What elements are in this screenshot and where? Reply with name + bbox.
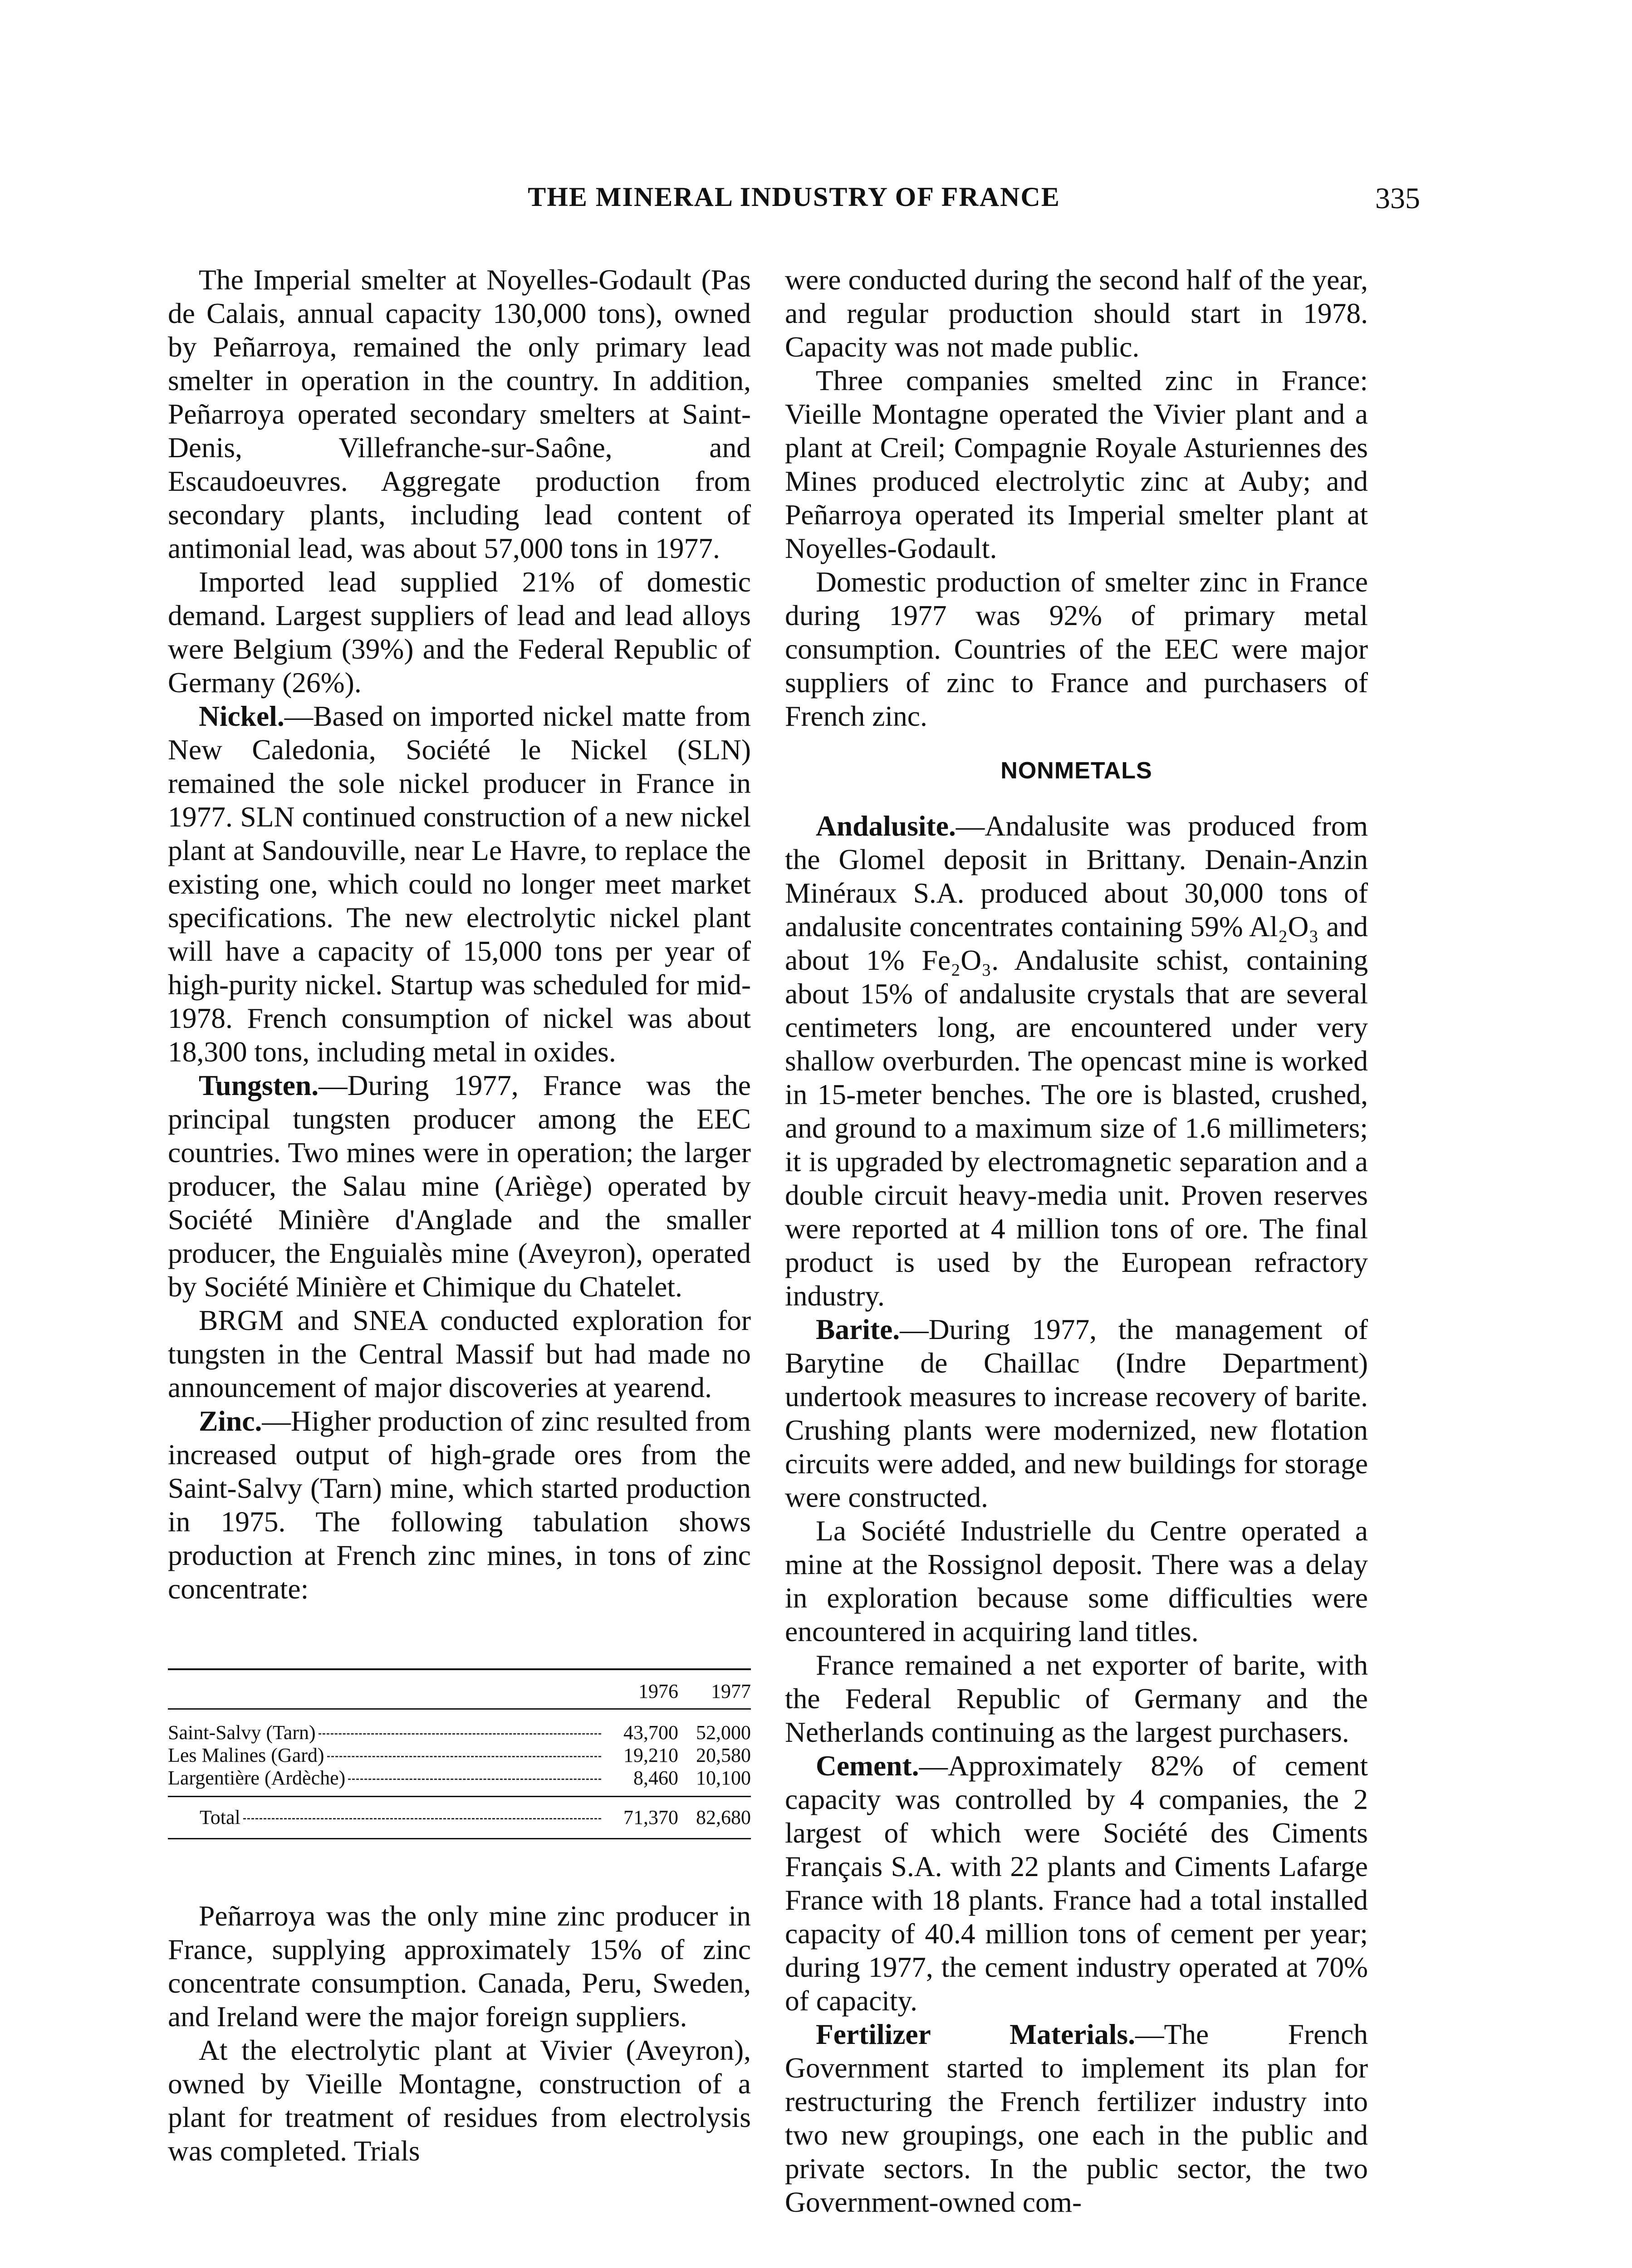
paragraph-zinc-smelters: Three companies smelted zinc in France: Vieille Montagne operated the Vivier plant and a plant at Creil; Compagnie Royale Asturiennes des Mines produced electrolytic zinc at Auby; and Peñarroya operated its Imperial smelter plant at Noyelles-Godault. xyxy=(785,364,1368,564)
paragraph-lead-smelters: The Imperial smelter at Noyelles-Godault (Pas de Calais, annual capacity 130,000 tons), owned by Peñarroya, remained the only primary lead smelter in operation in the country. In addition, Peñarroya operated secondary smelters at Saint-Denis, Villefranche-sur-Saône, and Escaudoeuvres. Aggregate production from secondary plants, including lead content of antimonial lead, was about 57,000 tons in 1977. xyxy=(168,264,751,564)
mine-name: Saint-Salvy (Tarn) xyxy=(168,1721,316,1744)
paragraph-fertilizer: Fertilizer Materials.—The French Government started to implement its plan for restructuring the French fertilizer industry into two new groupings, one each in the public and private sectors. In the public sector, the two Government-owned com- xyxy=(785,2018,1368,2218)
right-column xyxy=(785,263,1368,2219)
running-title: THE MINERAL INDUSTRY OF FRANCE xyxy=(528,182,1060,212)
year-header-1977: 1977 xyxy=(678,1669,751,1709)
lead-in-andalusite: Andalusite. xyxy=(816,810,956,842)
total-label: Total xyxy=(200,1806,240,1828)
lead-in-cement: Cement. xyxy=(816,1750,919,1782)
paragraph-barite: Barite.—During 1977, the management of Barytine de Chaillac (Indre Department) undertook measures to increase recovery of barite. Crushing plants were modernized, new flotation circuits were added, and new buildings for storage were constructed. xyxy=(785,1313,1368,1513)
year-header-1976: 1976 xyxy=(615,1669,678,1709)
table-row xyxy=(168,1744,751,1767)
total-1977: 82,680 xyxy=(678,1797,751,1839)
total-1976: 71,370 xyxy=(615,1797,678,1839)
table-total-row xyxy=(168,1797,751,1839)
table-row xyxy=(168,1709,751,1745)
page-number: 335 xyxy=(1375,182,1420,215)
paragraph-zinc: Zinc.—Higher production of zinc resulted from increased output of high-grade ores from the Saint-Salvy (Tarn) mine, which started production in 1975. The following tabulation shows production at French zinc mines, in tons of zinc concentrate: xyxy=(168,1405,751,1605)
value-1976: 8,460 xyxy=(633,1767,678,1789)
paragraph-nickel: Nickel.—Based on imported nickel matte from New Caledonia, Société le Nickel (SLN) remained the sole nickel producer in France in 1977. SLN continued construction of a new nickel plant at Sandouville, near Le Havre, to replace the existing one, which could no longer meet market specifications. The new electrolytic nickel plant will have a capacity of 15,000 tons per year of high-purity nickel. Startup was scheduled for mid-1978. French consumption of nickel was about 18,300 tons, including metal in oxides. xyxy=(168,700,751,1068)
paragraph-imported-lead: Imported lead supplied 21% of domestic demand. Largest suppliers of lead and lead alloys were Belgium (39%) and the Federal Republic of Germany (26%). xyxy=(168,566,751,699)
lead-in-zinc: Zinc. xyxy=(199,1405,262,1437)
mine-name: Les Malines (Gard) xyxy=(168,1744,324,1766)
lead-in-nickel: Nickel. xyxy=(199,700,284,732)
value-1977: 10,100 xyxy=(696,1767,751,1789)
paragraph-trials-continued: were conducted during the second half of the year, and regular production should start in 1978. Capacity was not made public. xyxy=(785,264,1368,363)
paragraph-smelter-zinc: Domestic production of smelter zinc in France during 1977 was 92% of primary metal consumption. Countries of the EEC were major suppliers of zinc to France and purchasers of French zinc. xyxy=(785,566,1368,732)
lead-in-barite: Barite. xyxy=(816,1313,900,1345)
page-header xyxy=(168,181,1420,222)
mine-name: Largentière (Ardèche) xyxy=(168,1767,346,1789)
paragraph-zinc-producer: Peñarroya was the only mine zinc producer in France, supplying approximately 15% of zinc concentrate consumption. Canada, Peru, Sweden, and Ireland were the major foreign suppliers. xyxy=(168,1900,751,2033)
lead-in-tungsten: Tungsten. xyxy=(199,1069,319,1101)
paragraph-barite-exports: France remained a net exporter of barite, with the Federal Republic of Germany and the Netherlands continuing as the largest purchasers. xyxy=(785,1649,1368,1748)
paragraph-vivier-plant: At the electrolytic plant at Vivier (Aveyron), owned by Vieille Montagne, construction of a plant for treatment of residues from electrolysis was completed. Trials xyxy=(168,2034,751,2167)
value-1977: 52,000 xyxy=(696,1721,751,1744)
value-1976: 43,700 xyxy=(623,1721,678,1744)
value-1976: 19,210 xyxy=(623,1744,678,1766)
section-heading-nonmetals: NONMETALS xyxy=(1000,758,1152,784)
table-row xyxy=(168,1767,751,1797)
paragraph-rossignol: La Société Industrielle du Centre operated a mine at the Rossignol deposit. There was a delay in exploration because some difficulties were encountered in acquiring land titles. xyxy=(785,1515,1368,1647)
lead-in-fertilizer: Fertilizer Materials. xyxy=(816,2018,1135,2050)
paragraph-andalusite: Andalusite.—Andalusite was produced from the Glomel deposit in Brittany. Denain-Anzin Minéraux S.A. produced about 30,000 tons of andalusite concentrates containing 59% Al₂O₃ and about 1% Fe₂O₃. Andalusite schist, containing about 15% of andalusite crystals that are several centimeters long, are encountered under very shallow overburden. The opencast mine is worked in 15-meter benches. The ore is blasted, crushed, and ground to a maximum size of 1.6 millimeters; it is upgraded by electromagnetic separation and a double circuit heavy-media unit. Proven reserves were reported at 4 million tons of ore. The final product is used by the European refractory industry. xyxy=(785,810,1368,1312)
left-column xyxy=(168,263,751,2168)
paragraph-cement: Cement.—Approximately 82% of cement capacity was controlled by 4 companies, the 2 largest of which were Société des Ciments Français S.A. with 22 plants and Ciments Lafarge France with 18 plants. France had a total installed capacity of 40.4 million tons of cement per year; during 1977, the cement industry operated at 70% of capacity. xyxy=(785,1750,1368,2017)
value-1977: 20,580 xyxy=(696,1744,751,1766)
paragraph-tungsten: Tungsten.—During 1977, France was the principal tungsten producer among the EEC countries. Two mines were in operation; the larger producer, the Salau mine (Ariège) operated by Société Minière d'Anglade and the smaller producer, the Enguialès mine (Aveyron), operated by Société Minière et Chimique du Chatelet. xyxy=(168,1069,751,1303)
paragraph-tungsten-exploration: BRGM and SNEA conducted exploration for tungsten in the Central Massif but had made no announcement of major discoveries at yearend. xyxy=(168,1304,751,1403)
zinc-production-table xyxy=(168,1668,751,1839)
